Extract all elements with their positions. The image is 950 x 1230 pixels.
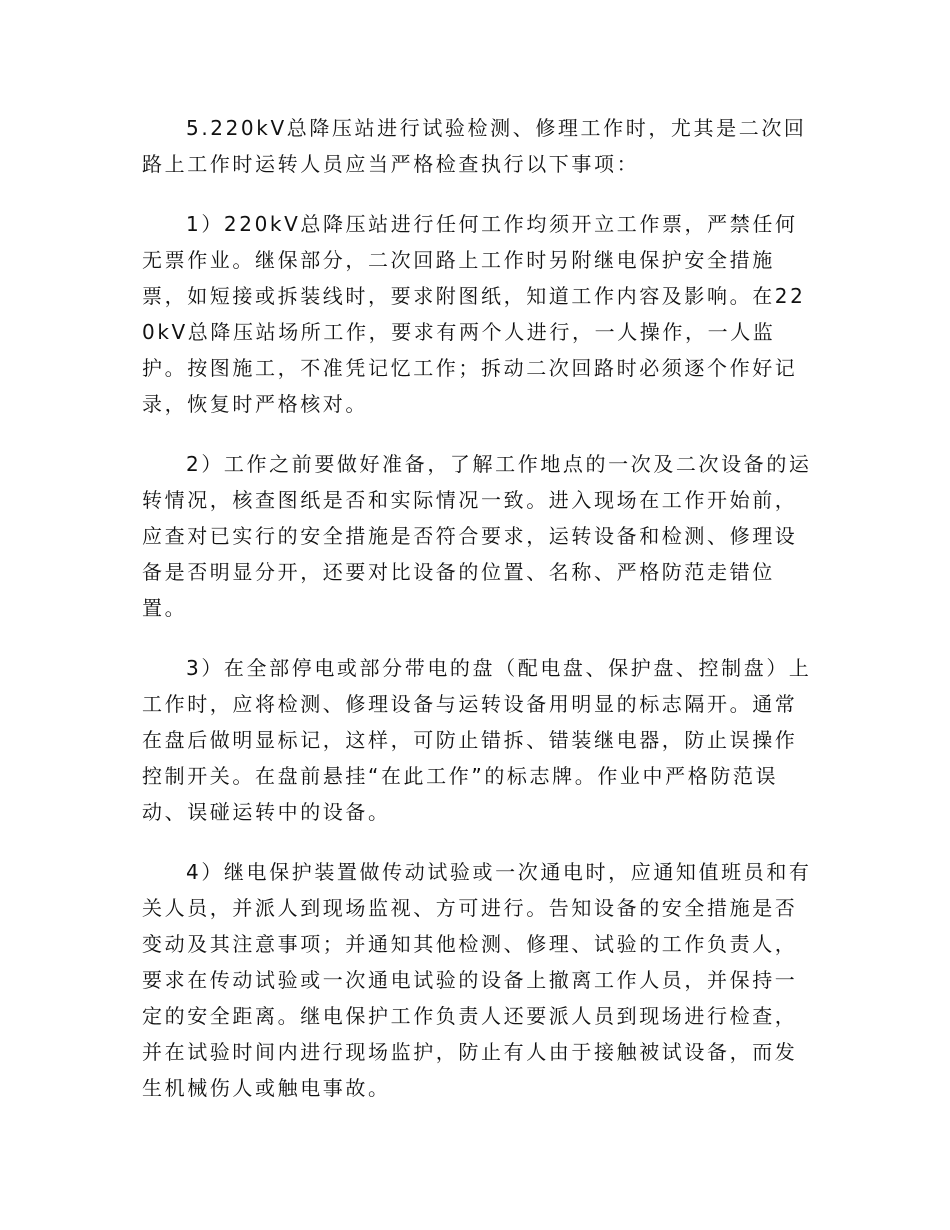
paragraph-item-4: 4）继电保护装置做传动试验或一次通电时，应通知值班员和有关人员，并派人到现场监视、方可进行。告知设备的安全措施是否变动及其注意事项；并通知其他检测、修理、试验的工作负责人，要求在传动试验或一次通电试验的设备上撤离工作人员，并保持一定的安全距离。继电保护工作负责人还要派人员到现场进行检查，并在试验时间内进行现场监护，防止有人由于接触被试设备，而发生机械伤人或触电事故。 <box>142 860 812 1100</box>
paragraph-item-2: 2）工作之前要做好准备，了解工作地点的一次及二次设备的运转情况，核查图纸是否和实际情况一致。进入现场在工作开始前，应查对已实行的安全措施是否符合要求，运转设备和检测、修理设备是否明显分开，还要对比设备的位置、名称、严格防范走错位置。 <box>142 452 812 620</box>
document-body <box>142 110 812 1130</box>
paragraph-item-1: 1）220kV总降压站进行任何工作均须开立工作票，严禁任何无票作业。继保部分，二次回路上工作时另附继电保护安全措施票，如短接或拆装线时，要求附图纸，知道工作内容及影响。在220kV总降压站场所工作，要求有两个人进行，一人操作，一人监护。按图施工，不准凭记忆工作；拆动二次回路时必须逐个作好记录，恢复时严格核对。 <box>142 212 806 416</box>
paragraph-item-3: 3）在全部停电或部分带电的盘（配电盘、保护盘、控制盘）上工作时，应将检测、修理设备与运转设备用明显的标志隔开。通常在盘后做明显标记，这样，可防止错拆、错装继电器，防止误操作控制开关。在盘前悬挂“在此工作”的标志牌。作业中严格防范误动、误碰运转中的设备。 <box>142 656 812 824</box>
paragraph-intro: 5.220kV总降压站进行试验检测、修理工作时，尤其是二次回路上工作时运转人员应当严格检查执行以下事项： <box>142 116 807 176</box>
